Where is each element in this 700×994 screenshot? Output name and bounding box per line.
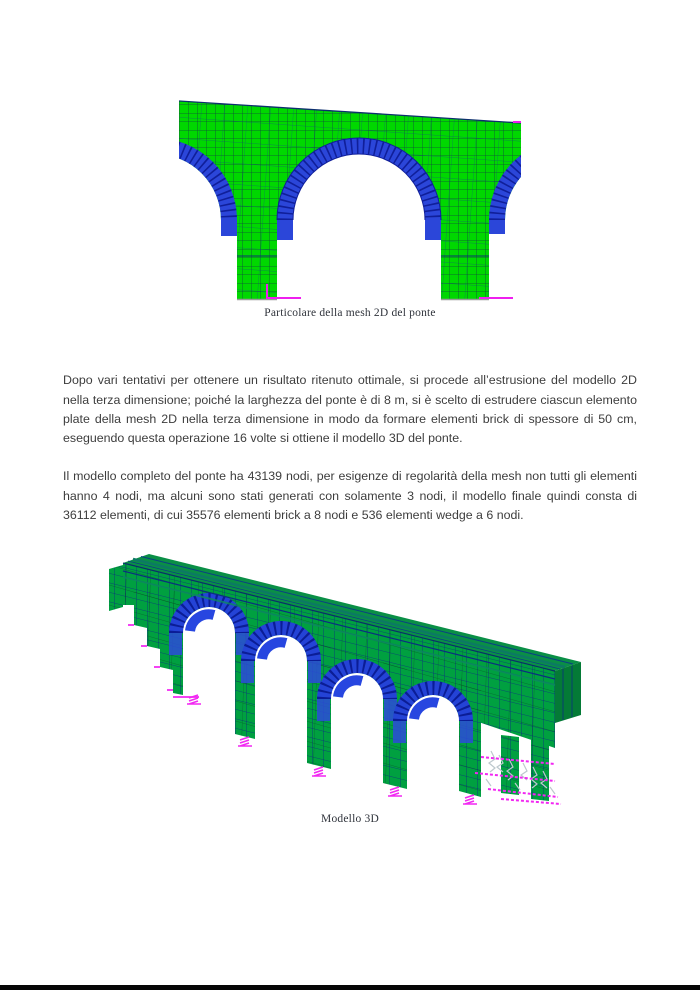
page-bottom-rule [0, 985, 700, 990]
figure-3d-caption: Modello 3D [321, 813, 379, 825]
paragraph-extrusion: Dopo vari tentativi per ottenere un risultato ritenuto ottimale, si procede all’estrusione del modello 2D nella terza dimensione; poiché la larghezza del ponte è di 8 m, si è scelto di estrudere ciascun elemento plate della mesh 2D nella terza dimensione in modo da formare elementi brick di spessore di 50 cm, eseguendo questa operazione 16 volte si ottiene il modello 3D del ponte. [63, 373, 637, 445]
figure-3d-model-image [103, 543, 593, 805]
figure-2d-mesh-image [179, 96, 521, 302]
model-3d-drawing [103, 543, 593, 805]
figure-2d-caption: Particolare della mesh 2D del ponte [264, 307, 436, 319]
right-end-face [555, 662, 581, 723]
mesh-2d-drawing [179, 96, 521, 302]
paragraph-model-stats: Il modello completo del ponte ha 43139 nodi, per esigenze di regolarità della mesh non tutti gli elementi hanno 4 nodi, ma alcuni sono stati generati con solamente 3 nodi, il modello finale quindi consta di 36112 elementi, di cui 35576 elementi brick a 8 nodi e 536 elementi wedge a 6 nodi. [63, 469, 637, 522]
